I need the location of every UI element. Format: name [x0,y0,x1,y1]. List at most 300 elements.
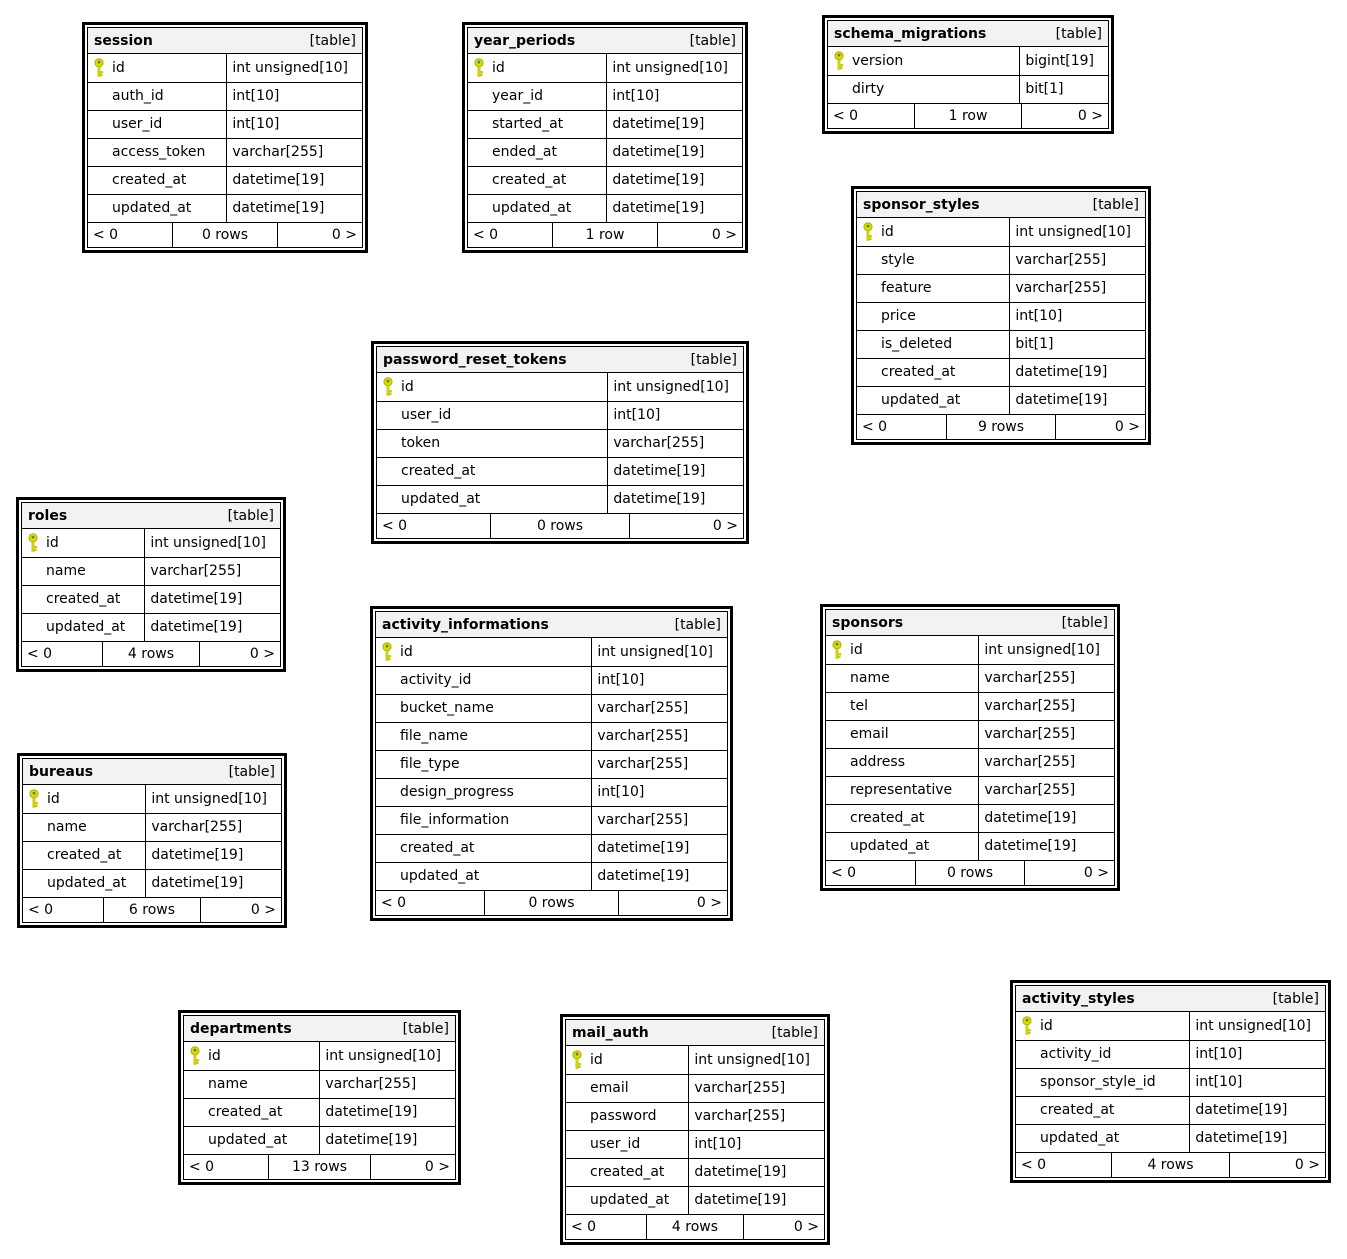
table-sponsor-styles[interactable] [851,186,1151,445]
table-type-badge: [table] [771,1024,818,1041]
column-type-cell: datetime[19] [1010,358,1145,386]
column-row[interactable] [376,750,727,778]
table-frame [565,1019,825,1240]
column-row[interactable] [377,373,743,401]
table-title: activity_styles [1022,990,1135,1007]
column-type-cell: varchar[255] [979,776,1114,804]
column-type-cell: datetime[19] [320,1098,455,1126]
column-type-cell: datetime[19] [592,862,727,890]
column-type-cell: varchar[255] [592,750,727,778]
column-name-cell [1016,1096,1190,1124]
column-type-cell: varchar[255] [1010,274,1145,302]
nav-prev-label: < 0 [381,894,407,911]
column-row[interactable] [826,832,1114,860]
column-row[interactable] [376,834,727,862]
table-title: sponsors [832,614,904,631]
column-name: access_token [112,144,206,160]
table-sponsors[interactable] [820,604,1120,891]
primary-key-slot [831,640,850,660]
column-row[interactable] [88,54,362,82]
column-row[interactable] [377,401,743,429]
column-type-cell: datetime[19] [607,110,742,138]
column-name: created_at [400,840,475,856]
column-row[interactable] [857,274,1145,302]
column-type-cell: datetime[19] [979,804,1114,832]
nav-next-label: 0 > [1055,415,1145,439]
column-name-cell [826,832,979,860]
column-type-cell: datetime[19] [1190,1096,1325,1124]
column-type-cell: varchar[255] [592,806,727,834]
table-header[interactable] [566,1020,824,1046]
row-count-label: 4 rows [102,642,200,666]
column-name: representative [850,782,953,798]
column-name-cell [88,194,227,222]
column-type-cell: int[10] [608,401,743,429]
primary-key-icon [382,377,395,397]
column-row[interactable] [377,429,743,457]
column-name: updated_at [208,1132,288,1148]
column-type-cell: datetime[19] [592,834,727,862]
column-name: bucket_name [400,700,494,716]
column-name: id [208,1047,221,1064]
column-row[interactable] [22,613,280,641]
column-name: address [850,754,906,770]
column-name-cell [22,529,145,557]
column-name-cell [22,585,145,613]
table-footer [377,514,743,538]
column-row[interactable] [826,636,1114,664]
column-row[interactable] [184,1070,455,1098]
column-name-cell [88,54,227,82]
column-row[interactable] [857,358,1145,386]
table-frame [467,27,743,248]
column-name: name [208,1076,248,1092]
column-row[interactable] [22,557,280,585]
column-type-cell: varchar[255] [979,720,1114,748]
primary-key-icon [28,789,41,809]
table-frame [1015,985,1326,1178]
table-header[interactable] [23,759,281,785]
column-name: name [850,670,890,686]
table-type-badge: [table] [402,1020,449,1037]
nav-next-label: 0 > [1024,861,1114,885]
column-name-cell [468,82,607,110]
column-row[interactable] [88,82,362,110]
primary-key-slot [833,51,852,71]
column-type-cell: datetime[19] [608,457,743,485]
column-name-cell [184,1042,320,1070]
column-name: id [46,534,59,551]
column-row[interactable] [184,1098,455,1126]
column-name-cell [377,401,608,429]
column-row[interactable] [88,194,362,222]
table-header[interactable] [468,28,742,54]
column-row[interactable] [468,138,742,166]
column-row[interactable] [468,194,742,222]
column-name: updated_at [881,392,961,408]
column-type-cell: int unsigned[10] [1190,1012,1325,1040]
column-name: updated_at [590,1192,670,1208]
column-name-cell [1016,1012,1190,1040]
column-name-cell [566,1130,689,1158]
column-type-cell: datetime[19] [145,613,280,641]
column-name-cell [376,778,592,806]
nav-next-label: 0 > [199,642,280,666]
column-row[interactable] [857,302,1145,330]
table-columns [22,529,280,642]
table-footer [88,223,362,247]
column-type-cell: datetime[19] [146,841,281,869]
nav-next-label: 0 > [657,223,742,247]
column-name: created_at [850,810,925,826]
row-count-label: 0 rows [172,223,276,247]
column-name: updated_at [112,200,192,216]
table-departments[interactable] [178,1010,461,1185]
table-columns [468,54,742,223]
column-row[interactable] [857,386,1145,414]
column-name: file_information [400,812,510,828]
column-name: updated_at [1040,1130,1120,1146]
column-row[interactable] [22,585,280,613]
column-name: activity_id [400,672,472,688]
column-row[interactable] [376,722,727,750]
table-type-badge: [table] [689,32,736,49]
primary-key-icon [473,58,486,78]
column-row[interactable] [857,218,1145,246]
table-title: mail_auth [572,1024,649,1041]
table-type-badge: [table] [309,32,356,49]
nav-next-label: 0 > [743,1215,824,1239]
table-header[interactable] [828,21,1108,47]
column-row[interactable] [826,748,1114,776]
column-type-cell: datetime[19] [1190,1124,1325,1152]
column-name: id [881,223,894,240]
column-row[interactable] [468,166,742,194]
primary-key-slot [382,377,401,397]
column-type-cell: varchar[255] [979,692,1114,720]
column-name-cell [826,748,979,776]
table-frame [827,20,1109,129]
column-name: id [112,59,125,76]
column-row[interactable] [566,1158,824,1186]
column-row[interactable] [377,457,743,485]
column-type-cell: bit[1] [1010,330,1145,358]
column-row[interactable] [88,138,362,166]
primary-key-icon [27,533,40,553]
table-activity-informations[interactable] [370,606,733,921]
column-row[interactable] [22,529,280,557]
table-columns [377,373,743,514]
table-session[interactable] [82,22,368,253]
column-name-cell [184,1070,320,1098]
column-name-cell [88,110,227,138]
column-row[interactable] [1016,1040,1325,1068]
column-row[interactable] [566,1186,824,1214]
column-row[interactable] [23,785,281,813]
column-name-cell [23,841,146,869]
nav-prev-label: < 0 [1021,1156,1047,1173]
column-row[interactable] [566,1074,824,1102]
column-name-cell [88,166,227,194]
column-name-cell [468,54,607,82]
column-row[interactable] [826,692,1114,720]
column-name: name [47,819,87,835]
column-row[interactable] [1016,1068,1325,1096]
column-name: created_at [590,1164,665,1180]
table-bureaus[interactable] [17,753,287,928]
column-name-cell [468,110,607,138]
column-row[interactable] [566,1102,824,1130]
column-name: id [1040,1017,1053,1034]
column-name-cell [1016,1124,1190,1152]
column-type-cell: varchar[255] [146,813,281,841]
table-header[interactable] [857,192,1145,218]
column-name: updated_at [850,838,930,854]
column-name-cell [566,1102,689,1130]
column-name-cell [826,720,979,748]
column-row[interactable] [826,720,1114,748]
column-type-cell: datetime[19] [607,166,742,194]
column-name-cell [23,869,146,897]
column-name-cell [88,138,227,166]
primary-key-slot [27,533,46,553]
column-type-cell: varchar[255] [608,429,743,457]
table-header[interactable] [1016,986,1325,1012]
table-footer [828,104,1108,128]
column-type-cell: int[10] [689,1130,824,1158]
column-name: started_at [492,116,564,132]
column-row[interactable] [468,110,742,138]
column-type-cell: int[10] [607,82,742,110]
column-name-cell [23,785,146,813]
column-name-cell [857,386,1010,414]
column-name-cell [826,692,979,720]
column-row[interactable] [376,666,727,694]
table-footer [566,1215,824,1239]
table-frame [183,1015,456,1180]
table-title: schema_migrations [834,25,987,42]
column-row[interactable] [826,804,1114,832]
column-name: design_progress [400,784,514,800]
column-name: created_at [492,172,567,188]
column-type-cell: varchar[255] [979,664,1114,692]
column-row[interactable] [88,166,362,194]
column-name: created_at [112,172,187,188]
table-footer [23,898,281,922]
column-name-cell [22,613,145,641]
column-row[interactable] [184,1042,455,1070]
column-type-cell: varchar[255] [145,557,280,585]
column-type-cell: int[10] [227,82,362,110]
column-name: id [850,641,863,658]
column-name: id [47,790,60,807]
column-type-cell: datetime[19] [689,1158,824,1186]
column-name-cell [377,373,608,401]
column-row[interactable] [376,694,727,722]
column-name-cell [377,485,608,513]
primary-key-slot [571,1050,590,1070]
column-name-cell [826,664,979,692]
primary-key-slot [381,642,400,662]
table-header[interactable] [184,1016,455,1042]
column-name: updated_at [46,619,126,635]
column-name: name [46,563,86,579]
nav-next-label: 0 > [277,223,362,247]
column-row[interactable] [468,82,742,110]
table-roles[interactable] [16,497,286,672]
row-count-label: 1 row [914,104,1020,128]
table-frame [22,758,282,923]
column-row[interactable] [23,813,281,841]
column-name: ended_at [492,144,557,160]
table-type-badge: [table] [227,507,274,524]
table-columns [23,785,281,898]
column-name: email [590,1080,629,1096]
column-name: style [881,252,915,268]
table-columns [184,1042,455,1155]
table-columns [88,54,362,223]
primary-key-slot [28,789,47,809]
column-row[interactable] [826,664,1114,692]
table-activity-styles[interactable] [1010,980,1331,1183]
row-count-label: 0 rows [484,891,618,915]
table-title: sponsor_styles [863,196,980,213]
nav-prev-label: < 0 [473,226,499,243]
table-columns [376,638,727,891]
column-type-cell: bit[1] [1020,75,1108,103]
column-name-cell [826,804,979,832]
column-row[interactable] [566,1046,824,1074]
column-name-cell [468,194,607,222]
column-type-cell: int[10] [1010,302,1145,330]
table-header[interactable] [88,28,362,54]
nav-next-label: 0 > [200,898,281,922]
table-columns [566,1046,824,1215]
column-name-cell [376,862,592,890]
row-count-label: 0 rows [915,861,1024,885]
column-name: auth_id [112,88,164,104]
column-row[interactable] [88,110,362,138]
column-row[interactable] [826,776,1114,804]
column-row[interactable] [376,638,727,666]
table-title: session [94,32,153,49]
column-row[interactable] [184,1126,455,1154]
column-row[interactable] [377,485,743,513]
column-row[interactable] [828,47,1108,75]
column-row[interactable] [828,75,1108,103]
column-type-cell: int unsigned[10] [608,373,743,401]
table-footer [376,891,727,915]
column-name: file_name [400,728,469,744]
primary-key-slot [1021,1016,1040,1036]
column-name-cell [566,1046,689,1074]
column-row[interactable] [376,778,727,806]
table-schema-migrations[interactable] [822,15,1114,134]
column-type-cell: varchar[255] [1010,246,1145,274]
column-row[interactable] [566,1130,824,1158]
table-year-periods[interactable] [462,22,748,253]
column-name: created_at [208,1104,283,1120]
row-count-label: 13 rows [268,1155,371,1179]
table-header[interactable] [826,610,1114,636]
column-name-cell [566,1158,689,1186]
column-row[interactable] [1016,1124,1325,1152]
column-name: created_at [881,364,956,380]
column-type-cell: int unsigned[10] [979,636,1114,664]
table-type-badge: [table] [228,763,275,780]
table-header[interactable] [377,347,743,373]
column-name-cell [88,82,227,110]
column-name-cell [377,457,608,485]
column-name-cell [857,358,1010,386]
column-type-cell: int[10] [1190,1068,1325,1096]
column-type-cell: int unsigned[10] [689,1046,824,1074]
table-title: activity_informations [382,616,549,633]
primary-key-icon [831,640,844,660]
column-type-cell: varchar[255] [227,138,362,166]
table-frame [87,27,363,248]
primary-key-icon [571,1050,584,1070]
column-row[interactable] [1016,1012,1325,1040]
column-name-cell [1016,1040,1190,1068]
column-name: activity_id [1040,1046,1112,1062]
column-row[interactable] [376,862,727,890]
column-row[interactable] [857,330,1145,358]
column-type-cell: varchar[255] [320,1070,455,1098]
primary-key-icon [1021,1016,1034,1036]
table-header[interactable] [22,503,280,529]
table-password-reset-tokens[interactable] [371,341,749,544]
column-name: is_deleted [881,336,953,352]
nav-prev-label: < 0 [28,901,54,918]
table-header[interactable] [376,612,727,638]
column-type-cell: int[10] [592,666,727,694]
table-frame [21,502,281,667]
column-type-cell: datetime[19] [227,194,362,222]
column-type-cell: datetime[19] [145,585,280,613]
column-name: id [492,59,505,76]
nav-prev-label: < 0 [189,1158,215,1175]
table-footer [826,861,1114,885]
column-name-cell [184,1098,320,1126]
column-row[interactable] [23,841,281,869]
column-name-cell [828,75,1020,103]
column-row[interactable] [857,246,1145,274]
column-type-cell: int unsigned[10] [1010,218,1145,246]
column-name-cell [857,274,1010,302]
primary-key-slot [93,58,112,78]
column-name-cell [376,694,592,722]
nav-next-label: 0 > [618,891,727,915]
column-type-cell: int unsigned[10] [592,638,727,666]
column-name-cell [376,722,592,750]
table-mail-auth[interactable] [560,1014,830,1245]
column-name: created_at [47,847,122,863]
nav-prev-label: < 0 [93,226,119,243]
column-name-cell [826,636,979,664]
column-type-cell: varchar[255] [689,1074,824,1102]
column-row[interactable] [1016,1096,1325,1124]
column-name-cell [376,638,592,666]
table-columns [1016,1012,1325,1153]
column-type-cell: int[10] [1190,1040,1325,1068]
column-row[interactable] [23,869,281,897]
column-row[interactable] [376,806,727,834]
column-type-cell: varchar[255] [689,1102,824,1130]
column-row[interactable] [468,54,742,82]
column-name: price [881,308,916,324]
column-name: created_at [401,463,476,479]
